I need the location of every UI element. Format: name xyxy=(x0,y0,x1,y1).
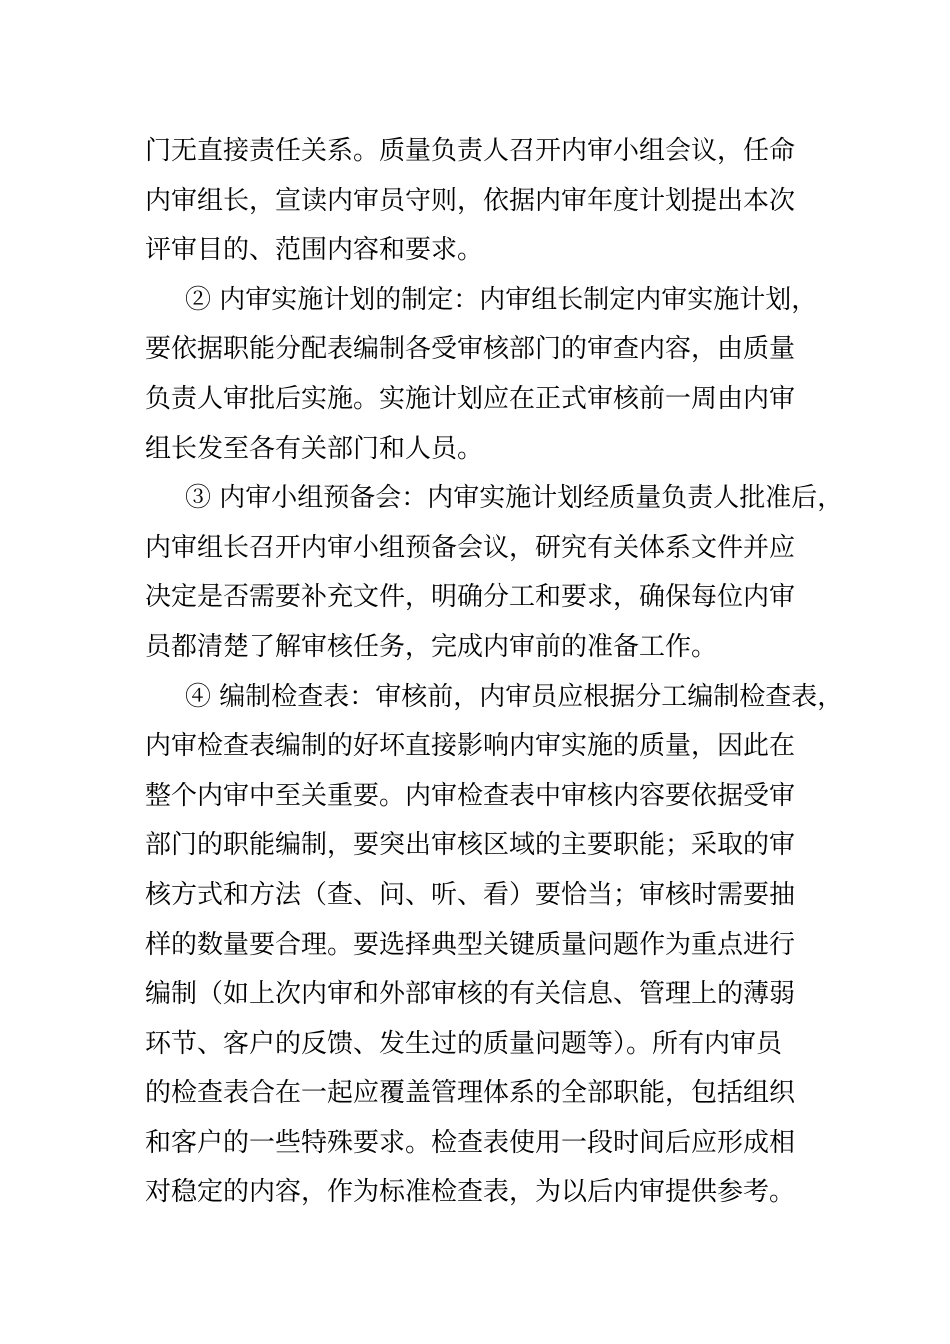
text-line: 部门的职能编制，要突出审核区域的主要职能；采取的审 xyxy=(145,830,796,861)
text-line: 员都清楚了解审核任务，完成内审前的准备工作。 xyxy=(145,631,718,662)
body-text xyxy=(145,127,844,1218)
text-line: 环节、客户的反馈、发生过的质量问题等）。所有内审员 xyxy=(145,1028,783,1059)
text-line: 内审检查表编制的好坏直接影响内审实施的质量，因此在 xyxy=(145,731,796,762)
paragraph-start-line: ② 内审实施计划的制定：内审组长制定内审实施计划， xyxy=(185,284,818,315)
text-line: 和客户的一些特殊要求。检查表使用一段时间后应形成相 xyxy=(145,1127,796,1158)
paragraph-start-line: ③ 内审小组预备会：内审实施计划经质量负责人批准后， xyxy=(185,483,844,514)
text-line: 核方式和方法（查、问、听、看）要恰当；审核时需要抽 xyxy=(145,879,796,910)
text-line: 门无直接责任关系。质量负责人召开内审小组会议，任命 xyxy=(145,136,796,166)
text-line: 样的数量要合理。要选择典型关键质量问题作为重点进行 xyxy=(145,929,796,960)
text-line: 内审组长召开内审小组预备会议，研究有关体系文件并应 xyxy=(145,532,796,563)
text-line: 的检查表合在一起应覆盖管理体系的全部职能，包括组织 xyxy=(145,1078,796,1109)
text-line: 要依据职能分配表编制各受审核部门的审查内容，由质量 xyxy=(145,334,796,365)
text-line: 对稳定的内容，作为标准检查表，为以后内审提供参考。 xyxy=(145,1177,796,1208)
text-line: 整个内审中至关重要。内审检查表中审核内容要依据受审 xyxy=(145,780,796,811)
text-line: 决定是否需要补充文件，明确分工和要求，确保每位内审 xyxy=(145,582,796,613)
text-line: 内审组长，宣读内审员守则，依据内审年度计划提出本次 xyxy=(145,185,796,216)
text-line: 评审目的、范围内容和要求。 xyxy=(145,235,484,266)
text-line: 负责人审批后实施。实施计划应在正式审核前一周由内审 xyxy=(145,383,796,414)
paragraph-start-line: ④ 编制检查表：审核前，内审员应根据分工编制检查表， xyxy=(185,681,844,712)
text-line: 组长发至各有关部门和人员。 xyxy=(145,433,484,464)
text-line: 编制（如上次内审和外部审核的有关信息、管理上的薄弱 xyxy=(145,979,796,1010)
